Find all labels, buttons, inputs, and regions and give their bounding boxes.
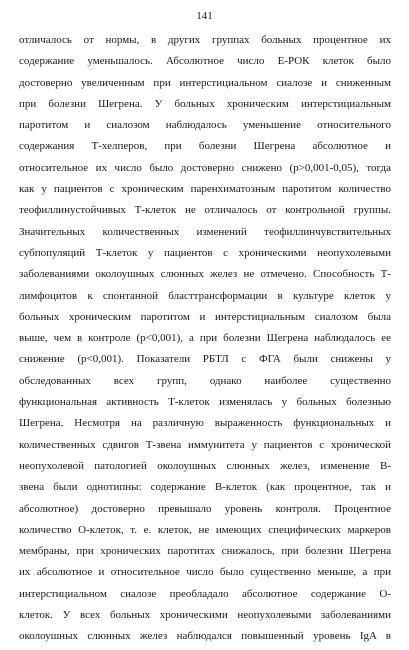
text-line: больных хроническим паротитом и интерстициальным сиалозом была [19,310,391,323]
text-line: содержание уменьшалось. Абсолютное число Е-РОК клеток было [19,55,391,68]
text-line: при болезни Шегрена. У больных хроническим интерстициальным [19,97,391,110]
text-line: Значительных количественных изменений теофиллинчувствительных [19,225,391,238]
text-line: мембраны, при хронических паротитах снижалось, при болезни Шегрена [19,545,391,558]
text-line: достоверно увеличенным при интерстициальном сиалозе и сниженным [19,76,391,89]
text-line: паротитом и сиалозом наблюдалось уменьшение относительного [19,119,391,132]
text-line: отличалось от нормы, в других группах больных процентное их [19,34,391,46]
text-line: заболеваниями околоушных слюнных желез не отмечено. Способность Т- [19,268,391,281]
text-line: снижение (p<0,001). Показатели РБТЛ с ФГА были снижены у [19,353,391,366]
text-line: теофиллинустойчивых Т-клеток не отличалось от контрольной группы. [19,204,391,217]
text-line: интерстициальном сиалозе преобладало абсолютное содержание О- [19,587,391,600]
text-line: лимфоцитов к спонтанной бласттрансформации в культуре клеток у [19,289,391,302]
text-line: звена были однотипны: содержание В-клеток (как процентное, так и [19,481,391,494]
text-line: клеток. У всех больных хроническими неопухолевыми заболеваниями [19,609,391,622]
text-line: как у пациентов с хроническим паренхиматозным паротитом количество [19,183,391,196]
text-line: их абсолютное и относительное число было существенно меньше, а при [19,566,391,579]
text-line: субпопуляций Т-клеток у пациентов с хроническими неопухолевыми [19,246,391,259]
text-line: неопухолевой патологией околоушных слюнных желез, изменение В- [19,459,391,472]
page-number: 141 [196,10,213,22]
text-line: околоушных слюнных желез наблюдался повышенный уровень IgA в [19,630,391,643]
text-line: обследованных всех групп, однако наиболее существенно [19,374,391,387]
text-line: Шегрена. Несмотря на различную выраженность функциональных и [19,417,391,430]
text-line: количественных сдвигов Т-звена иммунитета у пациентов с хронической [19,438,391,451]
text-line: количество О-клеток, т. е. клеток, не имеющих специфических маркеров [19,523,391,536]
text-line: выше, чем в контроле (p<0,001), а при болезни Шегрена наблюдалось ее [19,332,391,345]
text-line: содержания Т-хелперов, при болезни Шегрена абсолютное и [19,140,391,153]
text-line: абсолютное) достоверно превышало уровень контроля. Процентное [19,502,391,515]
text-line: относительное их число было достоверно снижено (p>0,001-0,05), тогда [19,161,391,174]
body-text [19,30,391,648]
text-line: функциональная активность Т-клеток изменялась у больных болезнью [19,396,391,409]
